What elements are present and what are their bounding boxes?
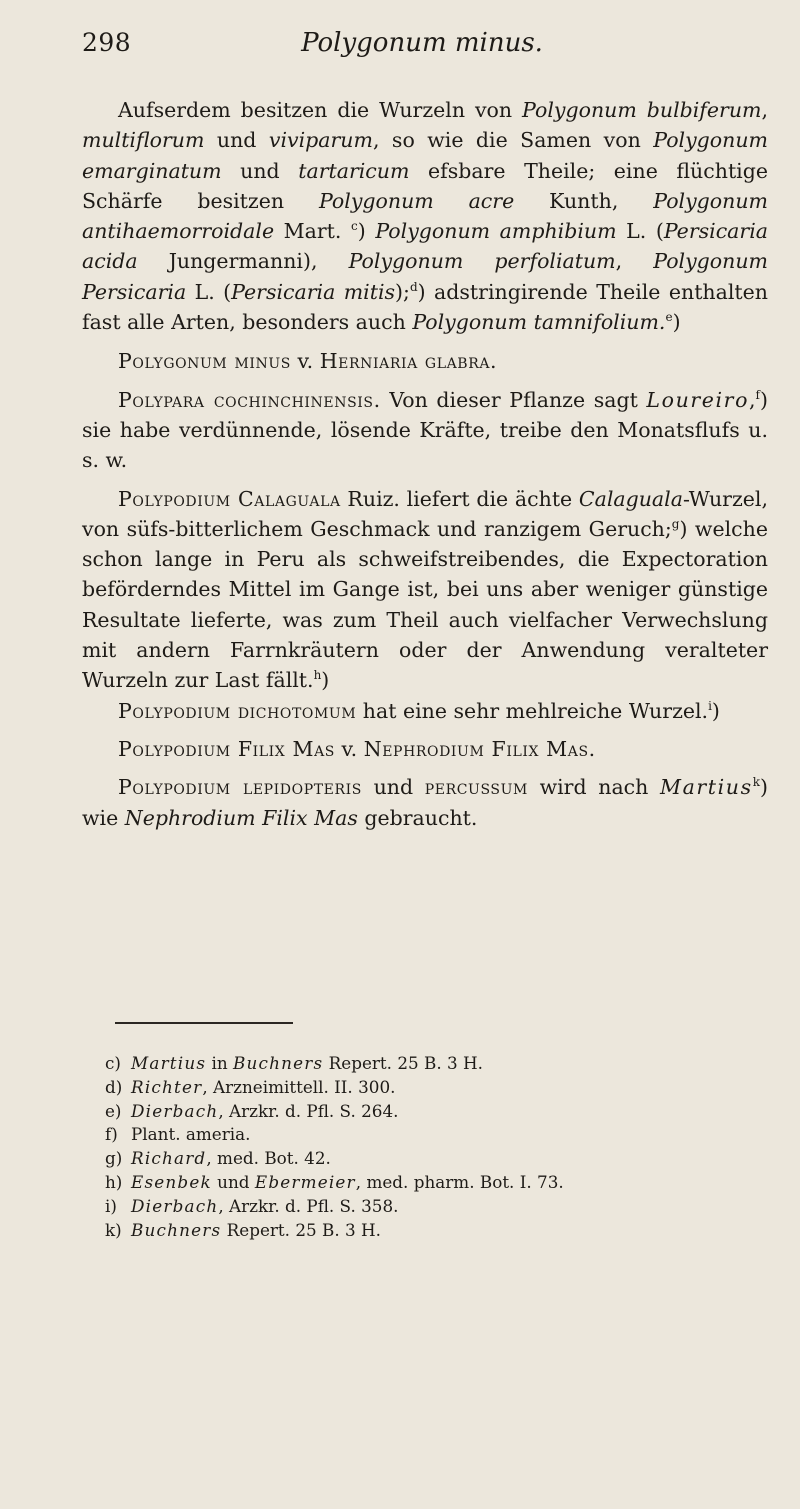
footnote-ref-h: h xyxy=(313,668,322,683)
footnote-ref-e: e xyxy=(665,310,673,325)
entry-polypodium-dichotomum: Polypodium dichotomum hat eine sehr mehlreiche Wurzel.$^i$) xyxy=(118,698,720,723)
footnote-e: e) Dierbach, Arzkr. d. Pfl. S. 264. xyxy=(105,1100,399,1121)
entry-polypodium-calaguala: Polypodium Calaguala Ruiz. liefert die ächte Calaguala-Wurzel, von süfs-bitterlichem Geschmack und ranzigem Geruch;$^g$) welche schon lange in Peru als schweifstreibendes, die Expectoration beförderndes Mittel im Gange ist, bei uns aber weniger günstige Resultate lieferte, was zum Theil auch vielfacher Verwechslung mit andern Farrnkräutern oder der Anwendung veralteter Wurzeln zur Last fällt.$^h$) xyxy=(82,486,768,693)
entry-polypara-cochinchinensis: Polypara cochinchinensis. Von dieser Pflanze sagt Loureiro,$^f$) sie habe verdünnende, lösende Kräfte, treibe den Monatsflufs u. s. w. xyxy=(82,387,768,473)
footnote-ref-k: k xyxy=(752,775,761,790)
body-text xyxy=(82,95,768,833)
footnotes xyxy=(105,1052,755,1242)
footnote-ref-g: g xyxy=(671,517,680,532)
footnote-d: d) Richter, Arzneimittell. II. 300. xyxy=(105,1076,396,1097)
running-title: Polygonum minus. xyxy=(301,28,543,58)
footnote-k: k) Buchners Repert. 25 B. 3 H. xyxy=(105,1219,382,1240)
paragraph-polygonum-roots: Aufserdem besitzen die Wurzeln von Polygonum bulbiferum, multiflorum und viviparum, so wie die Samen von Polygonum emarginatum und tartaricum efsbare Theile; eine flüchtige Schärfe besitzen Polygonum acre Kunth, Polygonum antihaemorroidale Mart. $^c$) Polygonum amphibium L. (Persicaria acida Jungermanni), Polygonum perfoliatum, Polygonum Persicaria L. (Persicaria mitis);$^d$) adstringirende Theile enthalten fast alle Arten, besonders auch Polygonum tamnifolium.$^e$) xyxy=(82,98,768,335)
footnote-ref-c: c xyxy=(351,219,358,234)
footnote-ref-i: i xyxy=(708,698,712,713)
footnote-f: f) Plant. ameria. xyxy=(105,1124,251,1145)
footnote-g: g) Richard, med. Bot. 42. xyxy=(105,1148,331,1169)
entry-polygonum-minus: Polygonum minus v. Herniaria glabra. xyxy=(118,349,498,374)
footnote-h: h) Esenbek und Ebermeier, med. pharm. Bot. I. 73. xyxy=(105,1171,564,1192)
footnote-c: c) Martius in Buchners Repert. 25 B. 3 H. xyxy=(105,1053,483,1073)
footnote-ref-f: f xyxy=(755,387,760,402)
footnote-divider xyxy=(115,1022,293,1024)
page-header xyxy=(82,28,762,68)
footnote-ref-d: d xyxy=(409,279,418,294)
page-number: 298 xyxy=(82,28,132,57)
entry-polypodium-filix-mas: Polypodium Filix Mas v. Nephrodium Filix Mas. xyxy=(118,736,596,761)
footnote-i: i) Dierbach, Arzkr. d. Pfl. S. 358. xyxy=(105,1195,399,1216)
entry-polypodium-lepidopteris: Polypodium lepidopteris und percussum wird nach Martius$^k$) wie Nephrodium Filix Mas gebraucht. xyxy=(82,775,769,830)
